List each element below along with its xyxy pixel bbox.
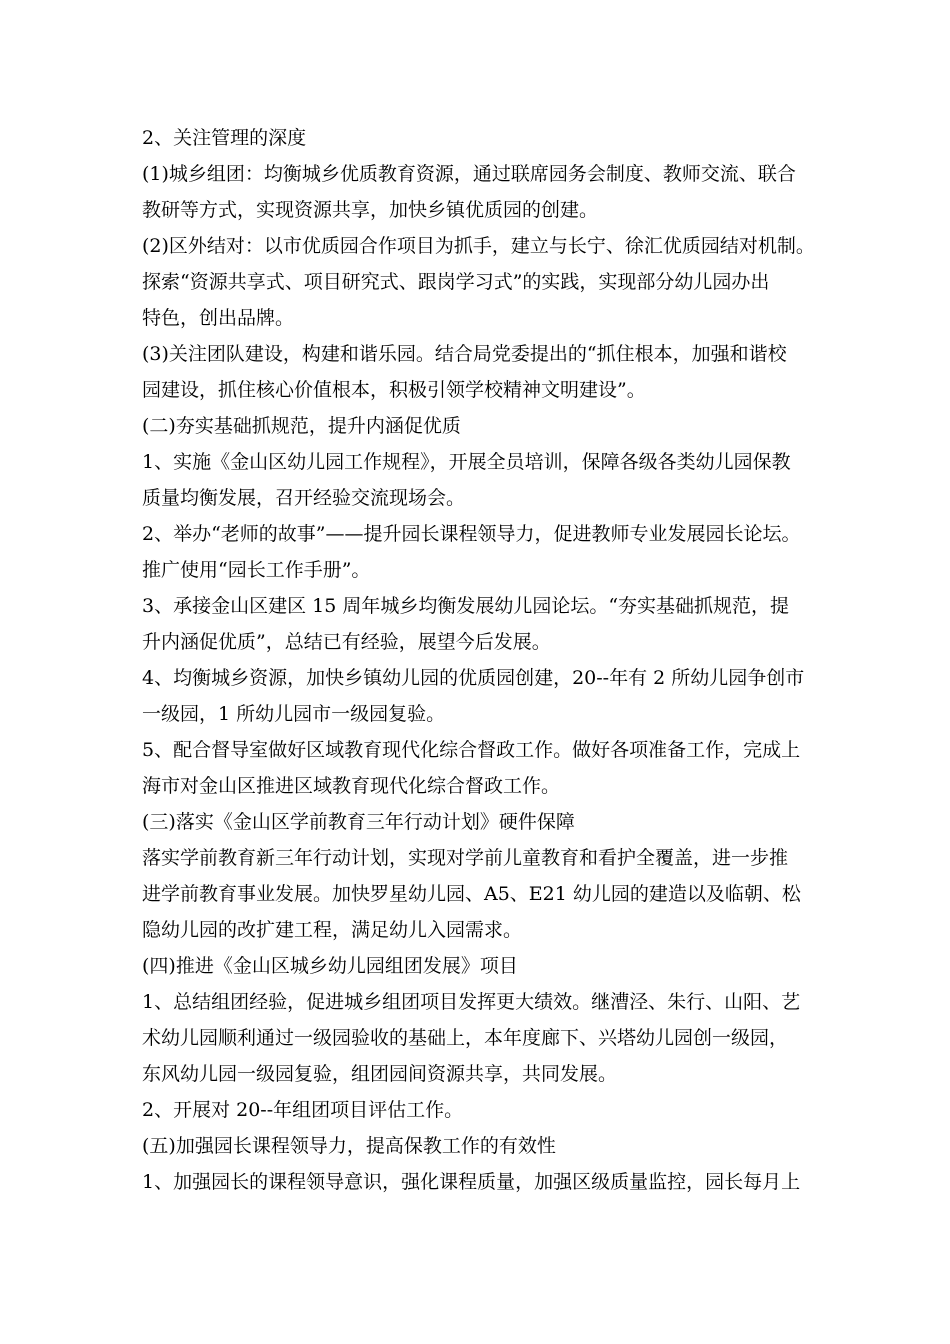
paragraph-line: 1、总结组团经验，促进城乡组团项目发挥更大绩效。继漕泾、朱行、山阳、艺 — [142, 991, 801, 1013]
paragraph-line: 1、加强园长的课程领导意识，强化课程质量，加强区级质量监控，园长每月上 — [142, 1171, 801, 1193]
paragraph-line: 2、开展对 20--年组团项目评估工作。 — [142, 1099, 464, 1121]
paragraph-line: 质量均衡发展，召开经验交流现场会。 — [142, 487, 466, 509]
paragraph-line: 特色，创出品牌。 — [142, 307, 295, 329]
paragraph-line: 推广使用“园长工作手册”。 — [142, 559, 371, 581]
paragraph-line: 升内涵促优质”，总结已有经验，展望今后发展。 — [142, 631, 551, 653]
section-heading: (二)夯实基础抓规范，提升内涵促优质 — [142, 415, 461, 437]
paragraph-line: 教研等方式，实现资源共享，加快乡镇优质园的创建。 — [142, 199, 599, 221]
document-body — [142, 120, 822, 1200]
paragraph-line: (3)关注团队建设，构建和谐乐园。结合局党委提出的“抓住根本，加强和谐校 — [142, 343, 787, 365]
section-heading: (五)加强园长课程领导力，提高保教工作的有效性 — [142, 1135, 556, 1157]
paragraph-line: 5、配合督导室做好区域教育现代化综合督政工作。做好各项准备工作，完成上 — [142, 739, 801, 761]
paragraph-line: 探索“资源共享式、项目研究式、跟岗学习式”的实践，实现部分幼儿园办出 — [142, 271, 770, 293]
section-heading: (四)推进《金山区城乡幼儿园组团发展》项目 — [142, 955, 518, 977]
paragraph-line: (2)区外结对：以市优质园合作项目为抓手，建立与长宁、徐汇优质园结对机制。 — [142, 235, 815, 257]
paragraph-line: 2、举办“老师的故事”——提升园长课程领导力，促进教师专业发展园长论坛。 — [142, 523, 801, 545]
paragraph-line: 进学前教育事业发展。加快罗星幼儿园、A5、E21 幼儿园的建造以及临朝、松 — [142, 883, 801, 905]
paragraph-line: 1、实施《金山区幼儿园工作规程》，开展全员培训，保障各级各类幼儿园保教 — [142, 451, 791, 473]
paragraph-line: 4、均衡城乡资源，加快乡镇幼儿园的优质园创建，20--年有 2 所幼儿园争创市 — [142, 667, 805, 689]
paragraph-line: 园建设，抓住核心价值根本，积极引领学校精神文明建设”。 — [142, 379, 646, 401]
paragraph-line: (1)城乡组团：均衡城乡优质教育资源，通过联席园务会制度、教师交流、联合 — [142, 163, 796, 185]
paragraph-line: 一级园，1 所幼儿园市一级园复验。 — [142, 703, 446, 725]
paragraph-line: 术幼儿园顺利通过一级园验收的基础上，本年度廊下、兴塔幼儿园创一级园， — [142, 1027, 789, 1049]
paragraph-line: 落实学前教育新三年行动计划，实现对学前儿童教育和看护全覆盖，进一步推 — [142, 847, 789, 869]
paragraph-line: 海市对金山区推进区域教育现代化综合督政工作。 — [142, 775, 561, 797]
section-heading: 2、关注管理的深度 — [142, 127, 307, 149]
section-heading: (三)落实《金山区学前教育三年行动计划》硬件保障 — [142, 811, 575, 833]
paragraph-line: 隐幼儿园的改扩建工程，满足幼儿入园需求。 — [142, 919, 523, 941]
paragraph-line: 东风幼儿园一级园复验，组团园间资源共享，共同发展。 — [142, 1063, 618, 1085]
paragraph-line: 3、承接金山区建区 15 周年城乡均衡发展幼儿园论坛。“夯实基础抓规范，提 — [142, 595, 790, 617]
